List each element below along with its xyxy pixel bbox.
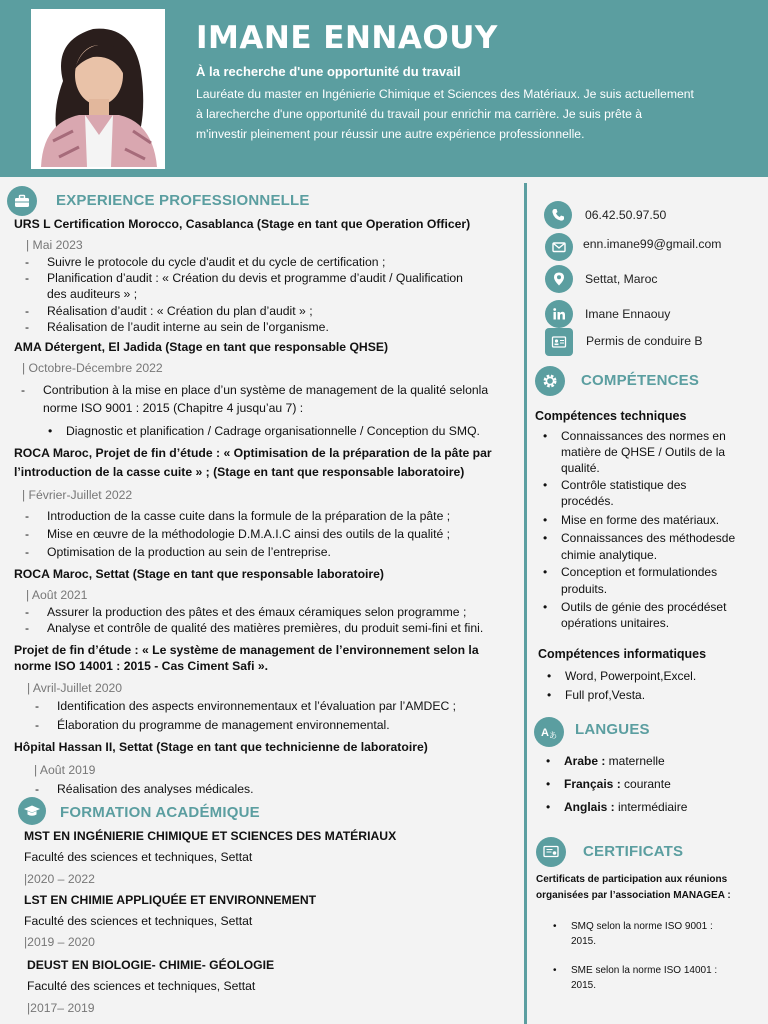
job-date: | Août 2019 [34,763,96,777]
job-title: Hôpital Hassan II, Settat (Stage en tant que technicienne de laboratoire) [14,740,428,754]
skill-item: • Conception et formulationdes [561,565,717,579]
degree-title: DEUST EN BIOLOGIE- CHIMIE- GÉOLOGIE [27,958,275,972]
language-level: courante [620,777,671,791]
job-task: - Réalisation d’audit : « Création du plan d’audit » ; [47,304,313,318]
job-task: - Contribution à la mise en place d’un système de management de la qualité selonla [43,383,488,397]
section-title-skills: COMPÉTENCES [581,372,700,389]
graduation-cap-icon [18,797,46,825]
job-task: - Réalisation des analyses médicales. [57,782,253,796]
degree-school: Faculté des sciences et techniques, Settat [24,914,253,928]
language-name: Anglais : [564,800,615,814]
job-task: - Optimisation de la production au sein de l’entreprise. [47,545,331,559]
email-address[interactable]: enn.imane99@gmail.com [583,237,722,251]
job-task: • Diagnostic et planification / Cadrage organisationnelle / Conception du SMQ. [66,424,480,438]
certificates-intro: Certificats de participation aux réunions [536,874,728,885]
job-date: | Mai 2023 [26,238,83,252]
skill-item: produits. [561,582,608,596]
skill-item: chimie analytique. [561,548,658,562]
it-skill-item: • Full prof,Vesta. [565,688,645,702]
skill-item: procédés. [561,494,614,508]
skill-item: matière de QHSE / Outils de la [561,445,726,459]
certificate-item: 2015. [571,936,597,947]
skill-item: • Mise en forme des matériaux. [561,513,719,527]
skill-item: opérations unitaires. [561,616,670,630]
svg-text:A: A [541,727,549,739]
skill-item: • Contrôle statistique des [561,478,686,492]
degree-years: |2019 – 2020 [24,935,95,949]
job-title-cont: l’introduction de la casse cuite » ; (Stage en tant que responsable laboratoire) [14,465,465,479]
language-name: Arabe : [564,754,606,768]
language-item [564,754,665,768]
degree-school: Faculté des sciences et techniques, Settat [24,850,253,864]
language-item [564,777,671,791]
language-item [564,800,687,814]
job-date: | Octobre-Décembre 2022 [22,361,163,375]
job-task: - Analyse et contrôle de qualité des matières premières, du produit semi-fini et fini. [47,621,483,635]
summary-line: à larecherche d'une opportunité du travail pour enrichir ma carrière. Je suis prête à [196,107,643,121]
linkedin-name[interactable]: Imane Ennaouy [585,307,671,321]
degree-years: |2020 – 2022 [24,872,95,886]
email-icon [545,233,573,261]
location-icon [545,265,573,293]
skill-item: • Connaissances des méthodesde [561,531,735,545]
skill-item: • Outils de génie des procédéset [561,600,726,614]
job-task: - Élaboration du programme de management environnemental. [57,718,390,732]
job-title: Projet de fin d’étude : « Le système de management de l’environnement selon la [14,643,479,657]
section-title-education: FORMATION ACADÉMIQUE [60,804,260,821]
job-title: ROCA Maroc, Settat (Stage en tant que responsable laboratoire) [14,567,384,581]
job-task: - Suivre le protocole du cycle d'audit et du cycle de certification ; [47,255,385,269]
language-name: Français : [564,777,621,791]
degree-school: Faculté des sciences et techniques, Settat [27,979,256,993]
degree-title: MST EN INGÉNIERIE CHIMIQUE ET SCIENCES DES MATÉRIAUX [24,829,397,843]
job-title: URS L Certification Morocco, Casablanca (Stage en tant que Operation Officer) [14,217,471,231]
translate-icon [534,717,564,747]
briefcase-icon [7,186,37,216]
job-task: - Assurer la production des pâtes et des émaux céramiques selon programme ; [47,605,466,619]
column-divider [524,183,527,1024]
candidate-name: IMANE ENNAOUY [196,20,498,56]
degree-years: |2017– 2019 [27,1001,95,1015]
job-date: | Avril-Juillet 2020 [27,681,123,695]
certificate-item: • SME selon la norme ISO 14001 : [571,965,717,976]
job-title: AMA Détergent, El Jadida (Stage en tant que responsable QHSE) [14,340,389,354]
gear-icon [535,366,565,396]
phone-icon [544,201,572,229]
section-title-languages: LANGUES [575,721,650,738]
job-task: - Identification des aspects environnementaux et l’évaluation par l’AMDEC ; [57,699,456,713]
job-task: norme ISO 9001 : 2015 (Chapitre 4 jusqu’au 7) : [43,401,304,415]
skill-item: • Connaissances des normes en [561,429,726,443]
degree-title: LST EN CHIMIE APPLIQUÉE ET ENVIRONNEMENT [24,893,317,907]
section-title-experience: EXPERIENCE PROFESSIONNELLE [56,192,310,209]
summary [196,84,726,144]
location: Settat, Maroc [585,272,658,286]
profile-photo [31,9,165,169]
section-title-certificates: CERTIFICATS [583,843,684,860]
summary-line: m'investir pleinement pour réussir une autre expérience professionnelle. [196,127,585,141]
job-task: - Planification d’audit : « Création du devis et programme d’audit / Qualification [47,271,463,285]
certificates-intro: organisées par l’association MANAGEA : [536,890,731,901]
svg-text:あ: あ [549,731,557,740]
header-banner [0,0,768,177]
language-level: intermédiaire [614,800,688,814]
phone-number[interactable]: 06.42.50.97.50 [585,208,667,222]
it-skill-item: • Word, Powerpoint,Excel. [565,669,696,683]
skills-subtitle-it: Compétences informatiques [538,647,707,661]
summary-line: Lauréate du master en Ingénierie Chimique et Sciences des Matériaux. Je suis actuellement [196,87,694,101]
linkedin-icon [545,300,573,328]
skill-item: qualité. [561,461,600,475]
headline: À la recherche d'une opportunité du travail [196,64,461,79]
driving-license: Permis de conduire B [586,334,703,348]
job-date: | Février-Juillet 2022 [22,488,133,502]
job-task: - Introduction de la casse cuite dans la formule de la préparation de la pâte ; [47,509,450,523]
certificate-icon [536,837,566,867]
job-date: | Août 2021 [26,588,88,602]
job-task: - Réalisation de l’audit interne au sein de l’organisme. [47,320,329,334]
language-level: maternelle [605,754,665,768]
job-title: ROCA Maroc, Projet de fin d’étude : « Optimisation de la préparation de la pâte par [14,446,492,460]
certificate-item: • SMQ selon la norme ISO 9001 : [571,921,713,932]
skills-subtitle-technical: Compétences techniques [535,409,687,423]
license-icon [545,328,573,356]
job-task: des auditeurs » ; [47,287,138,301]
certificate-item: 2015. [571,980,597,991]
job-task: - Mise en œuvre de la méthodologie D.M.A.I.C ainsi des outils de la qualité ; [47,527,450,541]
job-title-cont: norme ISO 14001 : 2015 - Cas Ciment Safi ». [14,659,269,673]
